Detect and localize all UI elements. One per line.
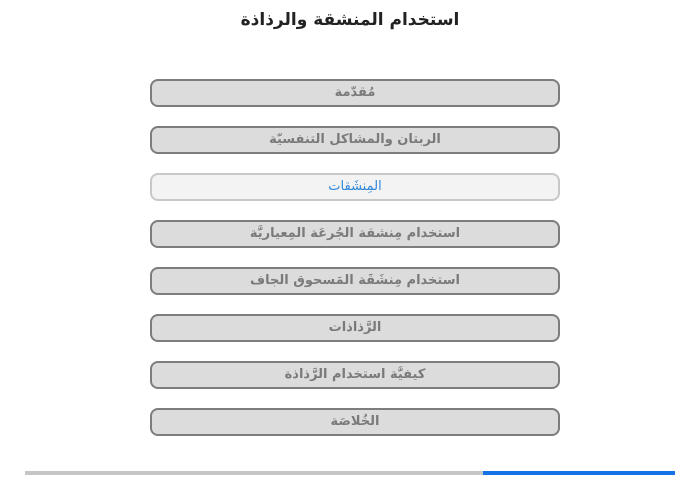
menu-item-metered-dose-inhaler[interactable]: استخدام مِنشقة الجُرعَة المِعياريَّة [150, 220, 560, 248]
menu-item-how-to-use-nebulizer[interactable]: كيفيَّة استخدام الرَّذاذة [150, 361, 560, 389]
menu-item-summary[interactable]: الخُلاصَة [150, 408, 560, 436]
menu-item-inhalers[interactable]: المِنشَقات [150, 173, 560, 201]
progress-bar-track [25, 471, 675, 475]
menu-item-dry-powder-inhaler[interactable]: استخدام مِنشَقَة المَسحوق الجاف [150, 267, 560, 295]
progress-bar-fill [483, 471, 675, 475]
page-title: استخدام المنشقة والرذاذة [240, 10, 460, 30]
menu-item-introduction[interactable]: مُقدّمة [150, 79, 560, 107]
menu-item-asthma-respiratory[interactable]: الربتان والمشاكل التنفسيّة [150, 126, 560, 154]
lesson-menu [150, 79, 560, 455]
menu-item-nebulizers[interactable]: الرَّذاذات [150, 314, 560, 342]
